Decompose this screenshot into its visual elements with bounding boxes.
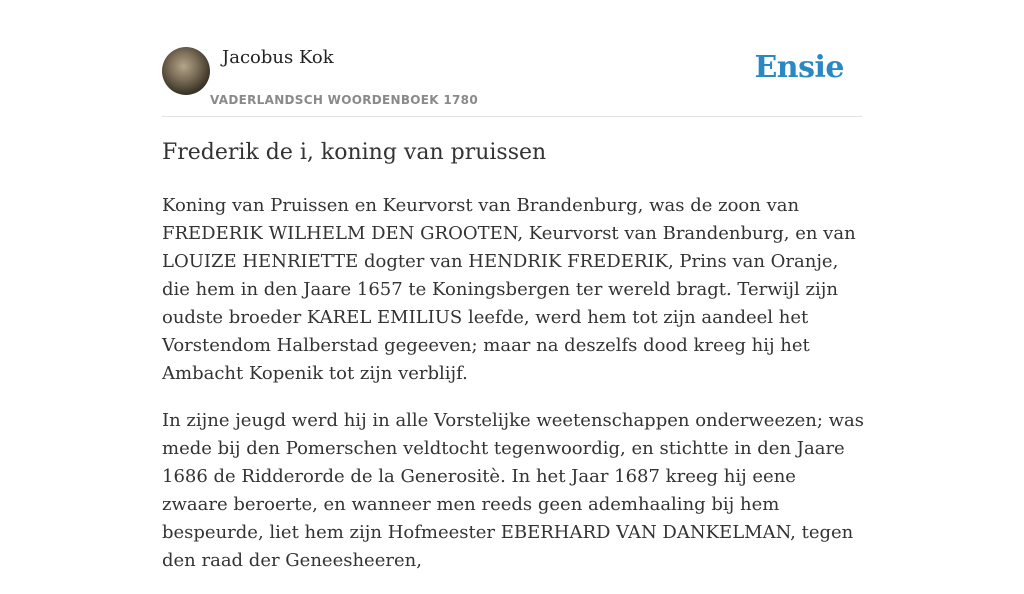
paragraph-2: In zijne jeugd werd hij in alle Vorstelijke weetenschappen onderweezen; was mede bij den Pomerschen veldtocht tegenwoordig, en stichtte in den Jaare 1686 de Ridderorde de la Generositè. In het Jaar 1687 kreeg hij eene zwaare beroerte, en wanneer men reeds geen ademhaaling bij hem bespeurde, liet hem zijn Hofmeester EBERHARD VAN DANKELMAN, tegen den raad der Geneesheeren, [162, 410, 864, 571]
ensie-logo[interactable]: Ensie [754, 50, 844, 85]
author-avatar[interactable] [162, 47, 210, 95]
page-title: Frederik de i, koning van pruissen [162, 140, 547, 165]
article-body [162, 192, 867, 594]
paragraph-1: Koning van Pruissen en Keurvorst van Brandenburg, was de zoon van FREDERIK WILHELM DEN GROOTEN, Keurvorst van Brandenburg, en van LOUIZE HENRIETTE dogter van HENDRIK FREDERIK, Prins van Oranje, die hem in den Jaare 1657 te Koningsbergen ter wereld bragt. Terwijl zijn oudste broeder KAREL EMILIUS leefde, werd hem tot zijn aandeel het Vorstendom Halberstad gegeeven; maar na deszelfs dood kreeg hij het Ambacht Kopenik tot zijn verblijf. [162, 195, 856, 384]
source-label[interactable]: VADERLANDSCH WOORDENBOEK 1780 [210, 93, 478, 107]
author-name[interactable]: Jacobus Kok [222, 47, 334, 68]
header [162, 44, 862, 117]
